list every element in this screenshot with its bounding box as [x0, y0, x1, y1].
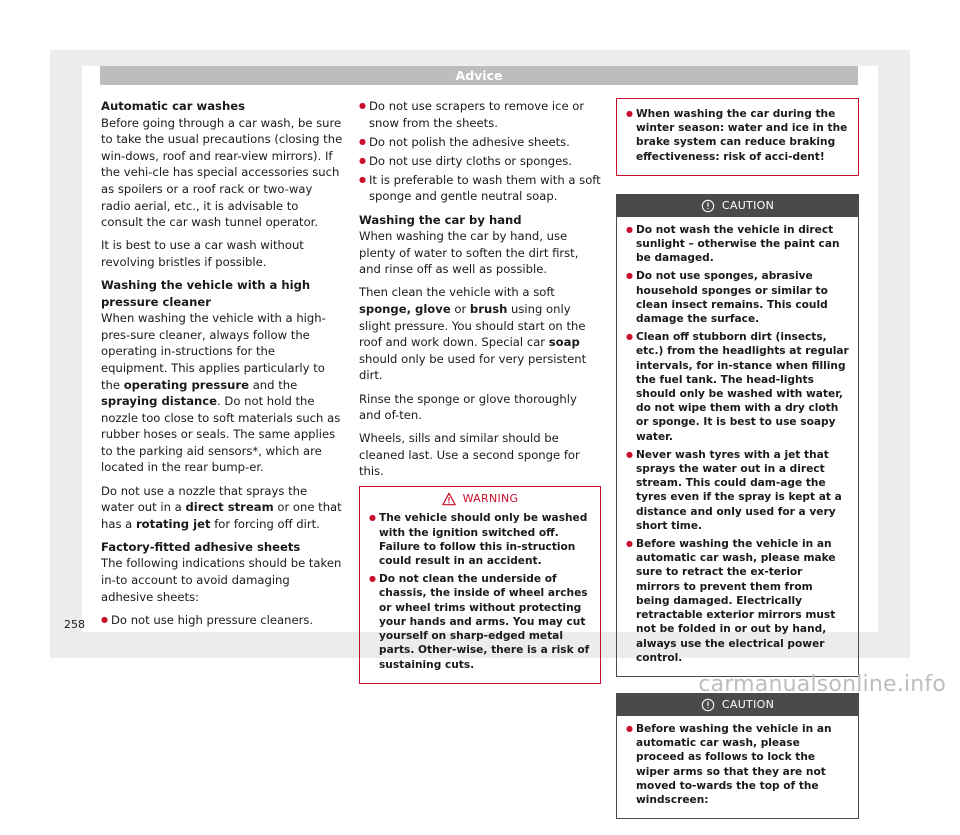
- caution-item: ● Never wash tyres with a jet that sprays the water out in a direct stream. This could dam-age the tyres even if the spray is kept at a distance and only used for a very short time.: [626, 448, 849, 533]
- caution-header: [617, 694, 858, 716]
- paragraph-washing-by-hand: When washing the car by hand, use plenty of water to soften the dirt first, and rinse off as well as possible.: [359, 229, 579, 277]
- caution-title: CAUTION: [721, 697, 775, 711]
- caution-item: ● Before washing the vehicle in an automatic car wash, please make sure to retract the ex-terior mirrors to prevent them from being damaged. Electrically retractable exterior mirrors must not be folded in or out by hand, always use the electrical power control.: [626, 537, 849, 665]
- list-item: ● Do not use scrapers to remove ice or snow from the sheets.: [359, 98, 601, 131]
- paragraph-automatic-2: It is best to use a car wash without revolving bristles if possible.: [101, 238, 304, 269]
- warning-title: WARNING: [462, 492, 519, 506]
- caution-item: ● Do not use sponges, abrasive household sponges or similar to clean insect remains. This could damage the surface.: [626, 269, 849, 326]
- column-3: [616, 98, 859, 835]
- info-circle-icon: [701, 698, 715, 712]
- note-body: [617, 99, 858, 175]
- paragraph-rinse: Rinse the sponge or glove thoroughly and of-ten.: [359, 391, 577, 423]
- caution-item: ● Do not wash the vehicle in direct sunlight – otherwise the paint can be damaged.: [626, 223, 849, 266]
- heading-adhesive-sheets: Factory-fitted adhesive sheets: [101, 539, 301, 554]
- caution-body: [617, 716, 858, 818]
- warning-triangle-icon: [442, 492, 456, 506]
- list-item: ● Do not polish the adhesive sheets.: [359, 134, 601, 151]
- caution-item: ● Before washing the vehicle in an automatic car wash, please proceed as follows to lock the wiper arms so that they are not moved to-wards the top of the windscreen:: [626, 722, 849, 807]
- warning-item: ● The vehicle should only be washed with the ignition switched off. Failure to follow this in-struction could result in an accident.: [369, 511, 591, 568]
- caution-body: [617, 217, 858, 676]
- caution-item: ● Clean off stubborn dirt (insects, etc.) from the headlights at regular intervals, for in-stance when filling the fuel tank. The head-lights should only be washed with water, do not wipe them with a dry cloth or sponge. It is best to use soapy water.: [626, 330, 849, 444]
- paragraph-automatic: Before going through a car wash, be sure to take the usual precautions (closing the win-dows, roof and rear-view mirrors). If the vehi-cle has special accessories such as spoilers or a roof rack or two-way radio aerial, etc., it is advisable to consult the car wash tunnel operator.: [101, 115, 343, 230]
- column-2: [359, 98, 601, 684]
- note-box: [616, 98, 859, 176]
- info-circle-icon: [701, 199, 715, 213]
- list-item: ● Do not use high pressure cleaners.: [101, 612, 343, 629]
- list-item: ● It is preferable to wash them with a soft sponge and gentle neutral soap.: [359, 172, 601, 205]
- paragraph-wheels: Wheels, sills and similar should be cleaned last. Use a second sponge for this.: [359, 431, 580, 479]
- column-1: [101, 98, 343, 631]
- paragraph-high-pressure: When washing the vehicle with a high-pres-sure cleaner, always follow the operating in-structions for the equipment. This applies particularly to the operating pressure and the spraying distance. Do not hold the nozzle too close to soft materials such as rubber hoses or seals. The same applies to the parking aid sensors*, which are located in the rear bump-er.: [101, 311, 341, 475]
- heading-automatic-car-washes: Automatic car washes: [101, 99, 245, 113]
- caution-title: CAUTION: [721, 198, 775, 212]
- list-item: ● Do not use dirty cloths or sponges.: [359, 153, 601, 170]
- paragraph-nozzle: Do not use a nozzle that sprays the water out in a direct stream or one that has a rotating jet for forcing off dirt.: [101, 483, 342, 531]
- warning-body: [360, 511, 600, 682]
- caution-box-2: [616, 693, 859, 819]
- paragraph-adhesive-sheets: The following indications should be taken in-to account to avoid damaging adhesive sheets:: [101, 556, 342, 604]
- note-item: ● When washing the car during the winter season: water and ice in the brake system can reduce braking effectiveness: risk of acci-dent!: [626, 107, 849, 164]
- heading-high-pressure: Washing the vehicle with a high pressure cleaner: [101, 277, 311, 309]
- section-header: Advice: [100, 66, 858, 85]
- paragraph-clean-vehicle: Then clean the vehicle with a soft sponge, glove or brush using only slight pressure. You should start on the roof and work down. Special car soap should only be used for very persistent dirt.: [359, 285, 587, 383]
- caution-box-1: [616, 194, 859, 677]
- watermark-text: carmanualsonline.info: [698, 672, 946, 697]
- caution-header: [617, 195, 858, 217]
- page-number: 258: [64, 618, 85, 631]
- heading-washing-by-hand: Washing the car by hand: [359, 212, 522, 227]
- warning-item: ● Do not clean the underside of chassis, the inside of wheel arches or wheel trims without protecting your hands and arms. You may cut yourself on sharp-edged metal parts. Other-wise, there is a risk of sustaining cuts.: [369, 572, 591, 671]
- warning-box: [359, 486, 601, 683]
- warning-header: [360, 487, 600, 511]
